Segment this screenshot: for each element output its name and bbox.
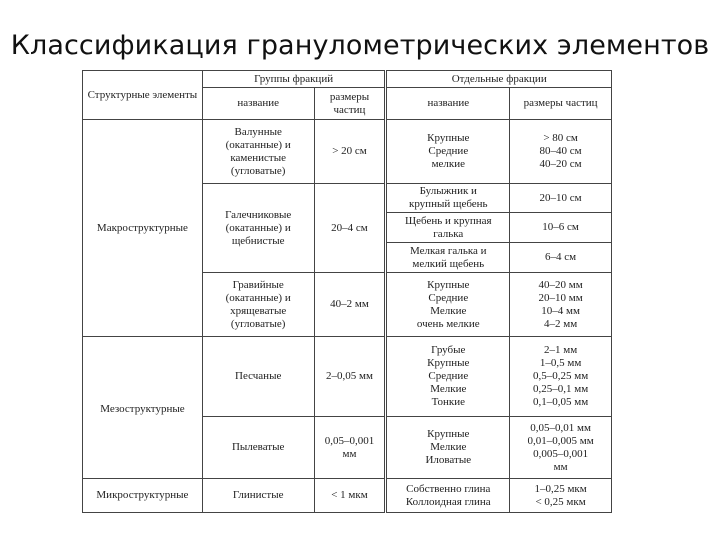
header-group-size: размеры частиц <box>314 88 386 120</box>
fraction-names-clay: Собственно глина Коллоидная глина <box>386 479 510 513</box>
header-fractions: Отдельные фракции <box>386 71 612 88</box>
group-name-sand: Песчаные <box>202 337 314 417</box>
group-size-silt: 0,05–0,001 мм <box>314 417 386 479</box>
fraction-sizes-sand: 2–1 мм 1–0,5 мм 0,5–0,25 мм 0,25–0,1 мм 0,1–0,05 мм <box>510 337 612 417</box>
group-name-boulder: Валунные (окатанные) и каменистые (угловатые) <box>202 120 314 184</box>
header-structural: Структурные элементы <box>83 71 203 120</box>
fraction-sizes-boulder: > 80 см 80–40 см 40–20 см <box>510 120 612 184</box>
fraction-names-silt: Крупные Мелкие Иловатые <box>386 417 510 479</box>
group-size-boulder: > 20 см <box>314 120 386 184</box>
fraction-sizes-silt: 0,05–0,01 мм 0,01–0,005 мм 0,005–0,001 мм <box>510 417 612 479</box>
group-name-silt: Пылеватые <box>202 417 314 479</box>
header-fraction-name: название <box>386 88 510 120</box>
group-name-pebble: Галечниковые (окатанные) и щебнистые <box>202 184 314 273</box>
fraction-names-gravel-coarse: Щебень и крупная галька <box>386 213 510 243</box>
page-title: Классификация гранулометрических элементов <box>10 30 710 61</box>
granulometric-table <box>82 70 612 513</box>
fraction-sizes-gravel: 40–20 мм 20–10 мм 10–4 мм 4–2 мм <box>510 273 612 337</box>
group-size-clay: < 1 мкм <box>314 479 386 513</box>
group-name-clay: Глинистые <box>202 479 314 513</box>
header-groups: Группы фракций <box>202 71 386 88</box>
fraction-names-cobble: Булыжник и крупный щебень <box>386 184 510 213</box>
group-size-gravel: 40–2 мм <box>314 273 386 337</box>
fraction-names-sand: Грубые Крупные Средние Мелкие Тонкие <box>386 337 510 417</box>
fraction-names-gravel-fine: Мелкая галька и мелкий щебень <box>386 243 510 273</box>
fraction-sizes-gravel-coarse: 10–6 см <box>510 213 612 243</box>
category-meso: Мезоструктурные <box>83 337 203 479</box>
fraction-names-gravel: Крупные Средние Мелкие очень мелкие <box>386 273 510 337</box>
category-macro: Макроструктурные <box>83 120 203 337</box>
group-size-sand: 2–0,05 мм <box>314 337 386 417</box>
category-micro: Микроструктурные <box>83 479 203 513</box>
fraction-sizes-gravel-fine: 6–4 см <box>510 243 612 273</box>
group-name-gravel: Гравийные (окатанные) и хрящеватые (угловатые) <box>202 273 314 337</box>
header-fraction-size: размеры частиц <box>510 88 612 120</box>
fraction-names-boulder: Крупные Средние мелкие <box>386 120 510 184</box>
fraction-sizes-cobble: 20–10 см <box>510 184 612 213</box>
fraction-sizes-clay: 1–0,25 мкм < 0,25 мкм <box>510 479 612 513</box>
group-size-pebble: 20–4 см <box>314 184 386 273</box>
header-group-name: название <box>202 88 314 120</box>
